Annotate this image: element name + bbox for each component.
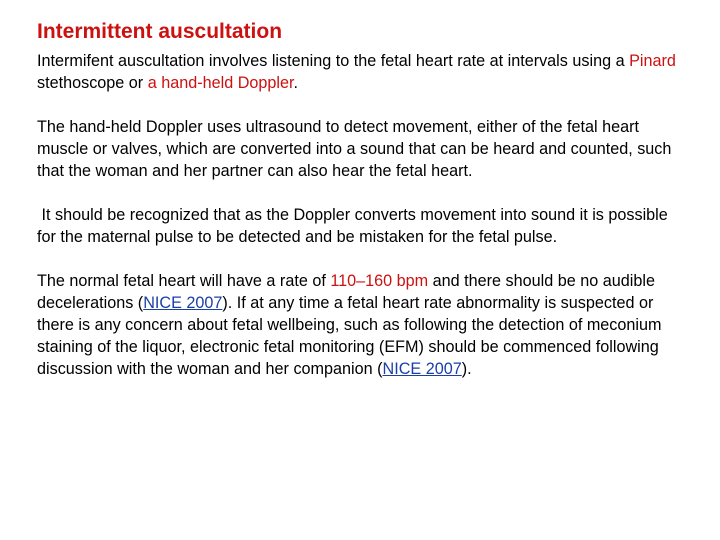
rate-text-start: The normal fetal heart will have a rate of (37, 272, 331, 290)
rate-text-middle: and there should be no audible decelerations ( (37, 272, 655, 312)
intro-text-start: Intermifent auscultation involves listening to the fetal heart rate at intervals using a (37, 52, 630, 70)
paragraph-doppler: The hand-held Doppler uses ultrasound to detect movement, either of the fetal heart muscle or valves, which are converted into a sound that can be heard and counted, such that the woman and her partner can also hear the fetal heart. (37, 118, 672, 180)
intro-text-middle: stethoscope or (37, 74, 148, 92)
paragraph-normal-rate (37, 270, 687, 380)
rate-text-body: ). If at any time a fetal heart rate abnormality is suspected or there is any concern about fetal wellbeing, such as following the detection of meconium staining of the liquor, electronic fetal monitoring (EFM) should be commenced following discussion with the woman and her companion ( (37, 294, 662, 378)
nice-2007-link-1[interactable]: NICE 2007 (143, 294, 223, 312)
nice-2007-link-2[interactable]: NICE 2007 (382, 360, 462, 378)
paragraph-intro (37, 50, 687, 94)
intro-text-end: . (293, 74, 298, 92)
paragraph-maternal-pulse: It should be recognized that as the Doppler converts movement into sound it is possible for the maternal pulse to be detected and be mistaken for the fetal pulse. (37, 206, 673, 246)
slide-content (37, 18, 687, 380)
rate-highlight: 110–160 bpm (330, 272, 429, 290)
doppler-highlight: a hand-held Doppler (147, 74, 294, 92)
slide-title: Intermittent auscultation (37, 20, 283, 43)
pinard-highlight: Pinard (629, 52, 676, 70)
rate-text-end: ). (461, 360, 472, 378)
